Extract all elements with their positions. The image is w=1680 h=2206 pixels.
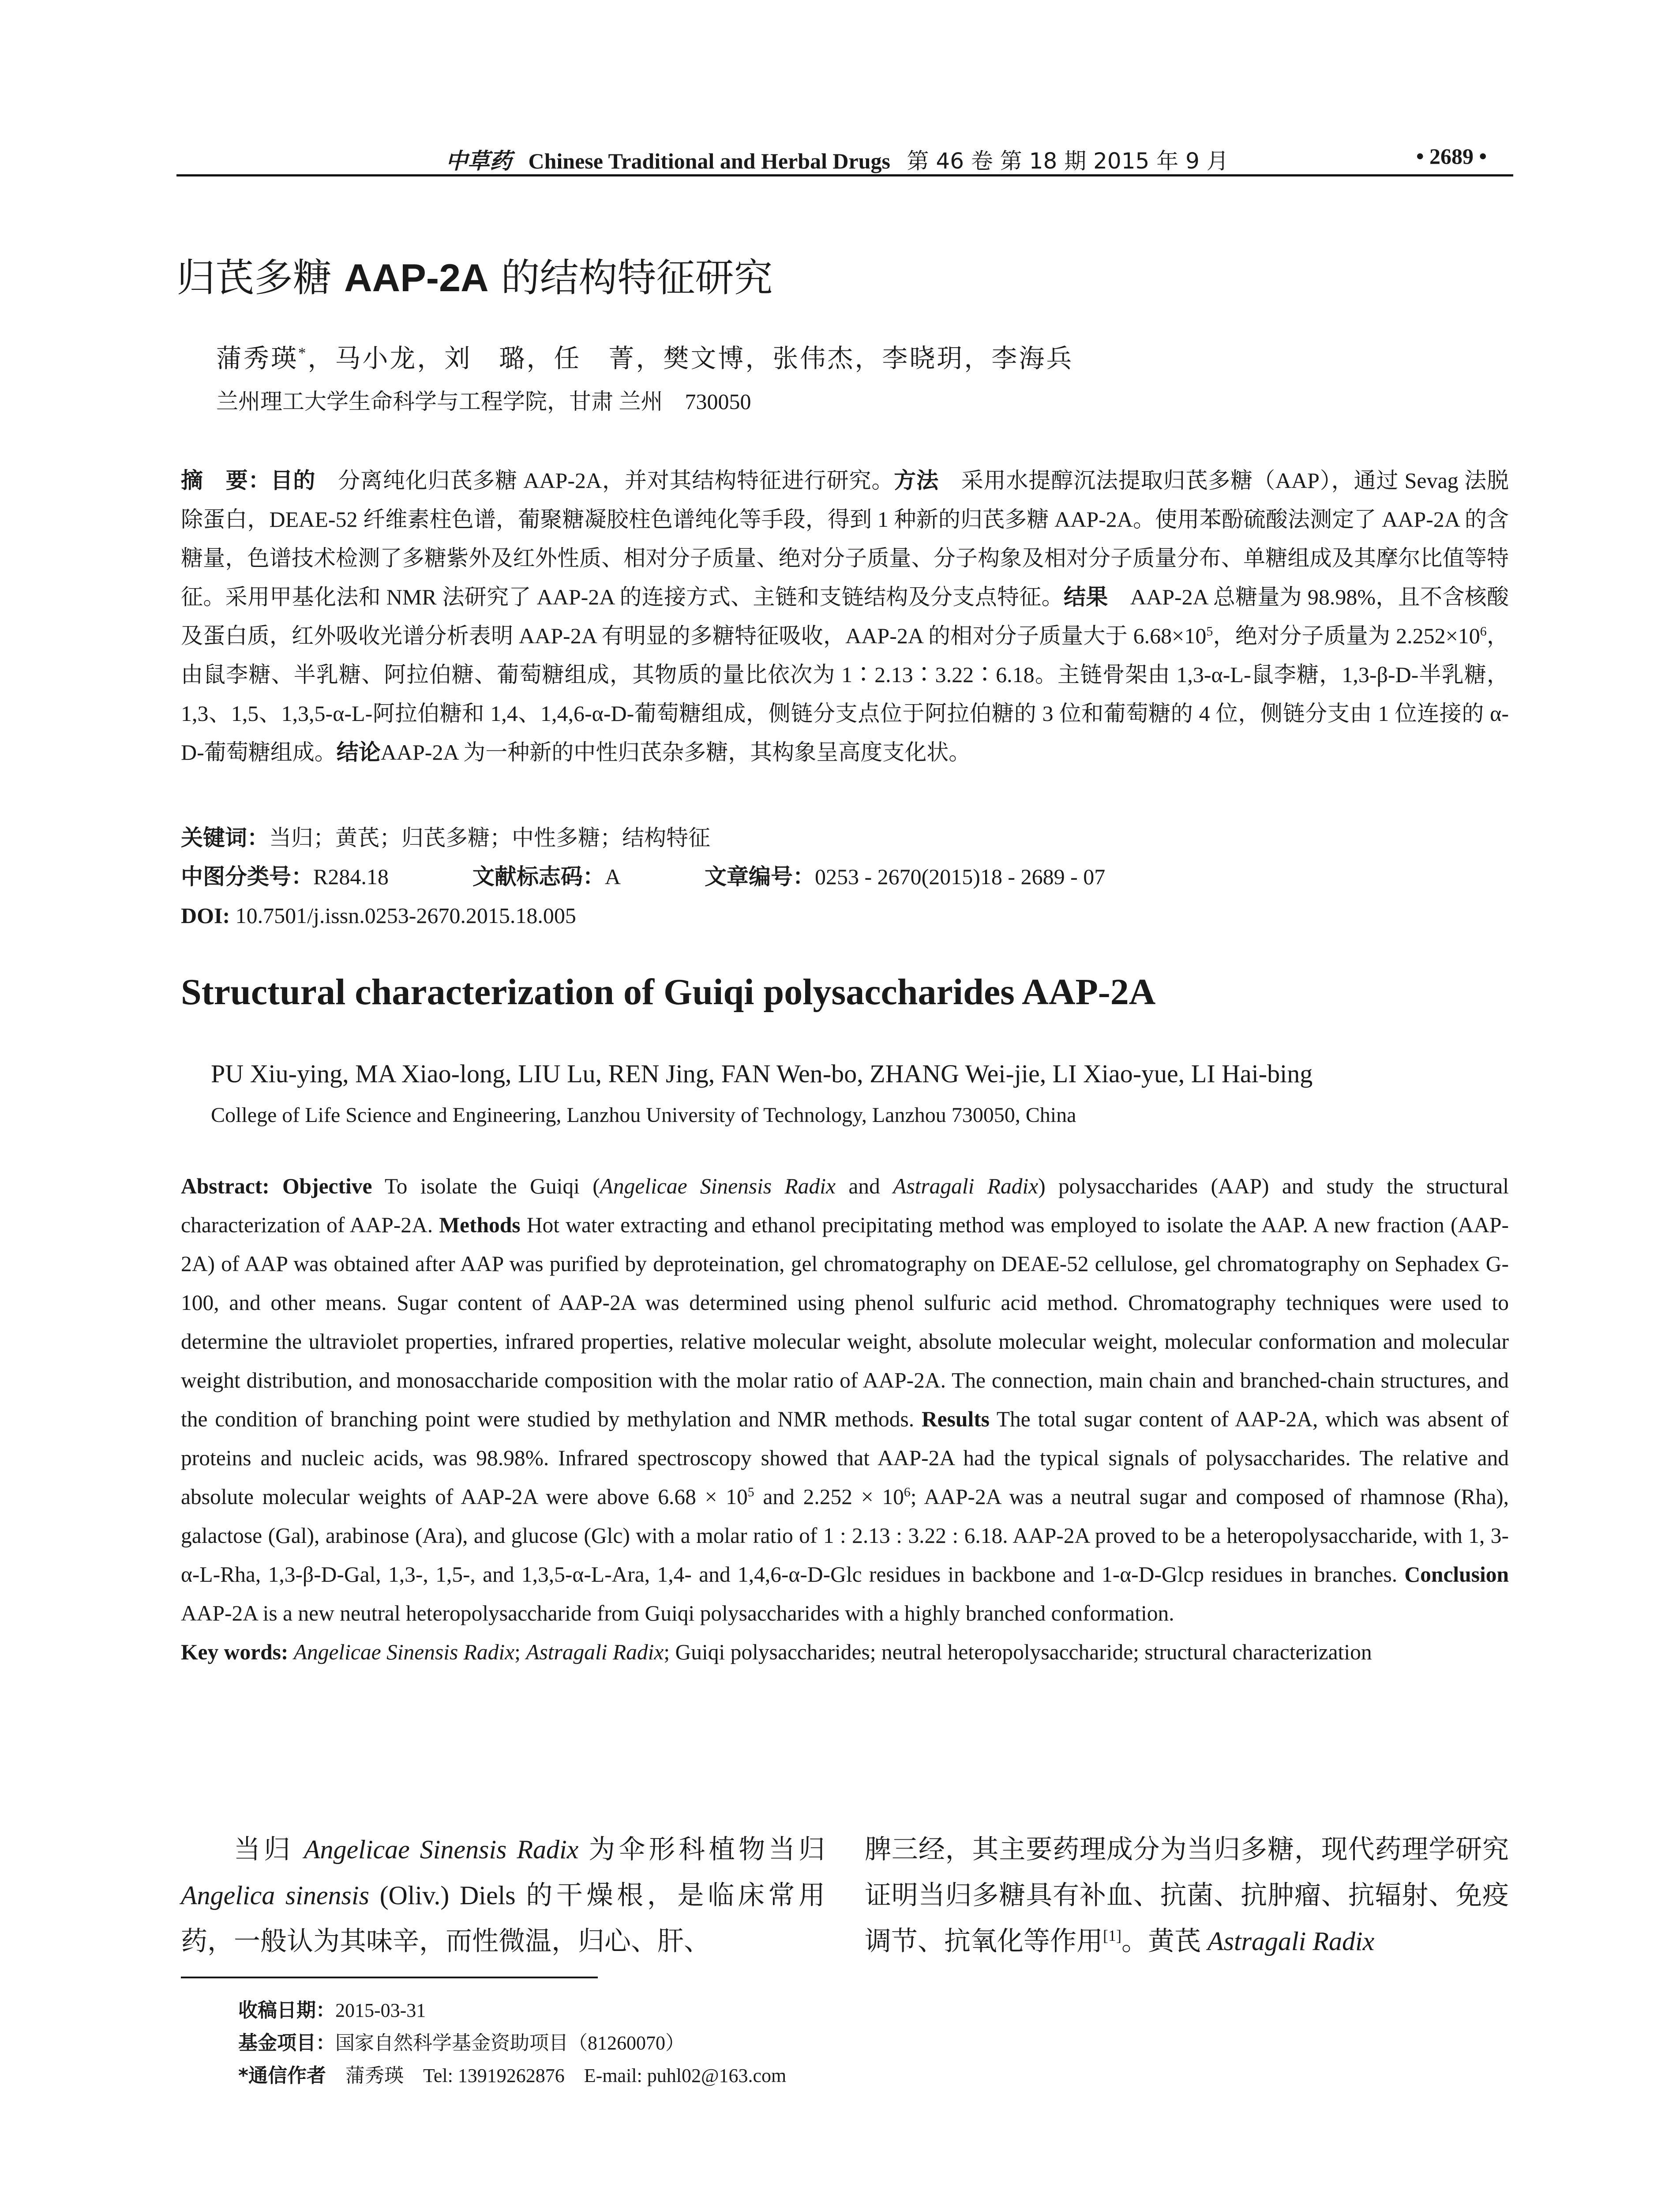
header-rule <box>176 174 1513 176</box>
en-title: Structural characterization of Guiqi polysaccharides AAP-2A <box>181 972 1156 1013</box>
body-left-c: (Oliv.) Diels 的干燥根，是临床常用药，一般认为其味辛，而性微温，归心、肝、 <box>181 1881 825 1956</box>
cn-methods: 采用水提醇沉法提取归芪多糖（AAP），通过 Sevag 法脱除蛋白，DEAE-52 纤维素柱色谱，葡聚糖凝胶柱色谱纯化等手段，得到 1 种新的归芪多糖 AAP-2A。使用苯酚硫酸法测定了 AAP-2A 的含糖量，色谱技术检测了多糖紫外及红外性质、相对分子质量、绝对分子质量、分子构象及相对分子质量分布、单糖组成及其摩尔比值等特征。采用甲基化法和 NMR 法研究了 AAP-2A 的连接方式、主链和支链结构及分支点特征。 <box>181 468 1509 609</box>
body-left-b: 为伞形科植物当归 <box>578 1835 825 1864</box>
doi-label: DOI: <box>181 903 230 928</box>
en-objective-b: and <box>835 1174 893 1198</box>
cn-title-part-c: 的结构特征研究 <box>488 255 773 300</box>
cn-title <box>176 247 773 303</box>
corr-text: 蒲秀瑛 Tel: 13919262876 E-mail: puhl02@163.com <box>326 2065 787 2086</box>
fund-text: 国家自然科学基金资助项目（81260070） <box>335 2032 685 2054</box>
cn-clc: R284.18 <box>313 864 389 889</box>
en-results-sup2: 6 <box>904 1485 911 1500</box>
cn-abstract <box>181 461 1509 772</box>
corr-label: *通信作者 <box>238 2064 326 2087</box>
cn-abstract-label: 摘 要： <box>181 468 271 493</box>
footnotes <box>238 1994 786 2092</box>
doi-value: 10.7501/j.issn.0253-2670.2015.18.005 <box>230 903 576 928</box>
cn-results-sup1: 5 <box>1206 624 1213 639</box>
cn-objective: 分离纯化归芪多糖 AAP-2A，并对其结构特征进行研究。 <box>315 468 894 493</box>
en-results-c: ; AAP-2A was a neutral sugar and composed of rhamnose (Rha), galactose (Gal), arabinose (Ara), and glucose (Glc) with a molar ratio of 1 : 2.13 : 3.22 : 6.18. AAP-2A proved to be a heteropolysaccharide, with 1, 3-α-L-Rha, 1,3-β-D-Gal, 1,3-, 1,5-, and 1,3,5-α-L-Ara, 1,4- and 1,4,6-α-D-Glc residues in backbone and 1-α-D-Glcp residues in branches. <box>181 1485 1509 1587</box>
body-right-a: 脾三经，其主要药理成分为当归多糖，现代药理学研究证明当归多糖具有补血、抗菌、抗肿瘤、抗辐射、免疫调节、抗氧化等作用 <box>865 1835 1509 1956</box>
cn-classification-line <box>181 857 1509 896</box>
cn-keywords-line <box>181 818 1509 857</box>
doi-line <box>181 896 1509 935</box>
body-left-i2: Angelica sinensis <box>181 1881 369 1910</box>
journal-issue: 第 46 卷 第 18 期 2015 年 9 月 <box>907 148 1229 174</box>
cn-authors <box>216 338 1073 375</box>
cn-clc-label: 中图分类号： <box>181 864 313 889</box>
received-date: 2015-03-31 <box>335 2000 426 2021</box>
en-conclusion-label: Conclusion <box>1404 1562 1509 1587</box>
journal-name-en: Chinese Traditional and Herbal Drugs <box>528 149 890 173</box>
cn-methods-label: 方法 <box>894 468 939 493</box>
en-abstract-label: Abstract: Objective <box>181 1174 372 1198</box>
journal-name-cn: 中草药 <box>446 148 512 174</box>
running-header <box>176 143 1513 174</box>
body-left-a: 当归 <box>234 1835 304 1864</box>
en-results-a: The total sugar content of AAP-2A, which was absent of proteins and nucleic acids, was 98.98%. Infrared spectroscopy showed that AAP-2A had the typical signals of polysaccharides. The relative and absolute molecular weights of AAP-2A were above 6.68 × 10 <box>181 1407 1509 1509</box>
en-keywords-line: Key words: Angelicae Sinensis Radix; Astragali Radix; Guiqi polysaccharides; neutral heteropolysaccharide; structural characterization <box>181 1640 1372 1664</box>
cn-conclusion-label: 结论 <box>336 739 381 765</box>
en-results-label: Results <box>921 1407 990 1431</box>
en-methods: Hot water extracting and ethanol precipitating method was employed to isolate the AAP. A new fraction (AAP-2A) of AAP was obtained after AAP was purified by deproteination, gel chromatography on DEAE-52 cellulose, gel chromatography on Sephadex G-100, and other means. Sugar content of AAP-2A was determined using phenol sulfuric acid method. Chromatography techniques were used to determine the ultraviolet properties, infrared properties, relative molecular weight, absolute molecular weight, molecular conformation and molecular weight distribution, and monosaccharide composition with the molar ratio of AAP-2A. The connection, main chain and branched-chain structures, and the condition of branching point were studied by methylation and NMR methods. <box>181 1213 1509 1431</box>
cn-affiliation: 兰州理工大学生命科学与工程学院，甘肃 兰州 730050 <box>216 389 751 414</box>
en-abstract <box>181 1167 1509 1672</box>
body-right-i: Astragali Radix <box>1207 1927 1375 1956</box>
cn-other-authors: ，马小龙，刘 璐，任 菁，樊文博，张伟杰，李晓玥，李海兵 <box>308 344 1074 373</box>
footnote-rule <box>181 1977 598 1978</box>
cn-doccode-label: 文献标志码： <box>472 864 605 889</box>
en-objective-a: To isolate the Guiqi ( <box>372 1174 600 1198</box>
cn-title-part-b: AAP-2A <box>344 256 489 300</box>
en-objective-c: ) polysaccharides (AAP) and study the structural characterization of AAP-2A. <box>181 1174 1509 1237</box>
fund-label: 基金项目： <box>238 2032 335 2054</box>
fund-line <box>238 2027 786 2060</box>
cn-objective-label: 目的 <box>270 468 316 493</box>
body-left-i1: Angelicae Sinensis Radix <box>304 1835 579 1864</box>
body-right-b: 。黄芪 <box>1121 1927 1208 1956</box>
en-authors: PU Xiu-ying, MA Xiao-long, LIU Lu, REN Jing, FAN Wen-bo, ZHANG Wei-jie, LI Xiao-yue, LI Hai-bing <box>211 1059 1313 1088</box>
en-results-sup1: 5 <box>747 1485 754 1500</box>
en-keyword-1: Angelicae Sinensis Radix <box>293 1640 515 1664</box>
corresponding-author-line <box>238 2060 786 2092</box>
en-keywords-rest: ; Guiqi polysaccharides; neutral heteropolysaccharide; structural characterization <box>664 1640 1372 1664</box>
cn-results-b: ，绝对分子质量为 2.252×10 <box>1213 623 1480 648</box>
cn-title-part-a: 归芪多糖 <box>176 255 344 300</box>
cn-conclusion: AAP-2A 为一种新的中性归芪杂多糖，其构象呈高度支化状。 <box>380 740 971 765</box>
received-date-line <box>238 1994 786 2027</box>
en-keyword-2: Astragali Radix <box>526 1640 664 1664</box>
cn-articleno-label: 文章编号： <box>704 864 815 889</box>
body-column-right <box>865 1827 1509 1964</box>
cn-articleno: 0253 - 2670(2015)18 - 2689 - 07 <box>814 864 1106 889</box>
cn-results-sup2: 6 <box>1480 624 1487 639</box>
en-affiliation: College of Life Science and Engineering, Lanzhou University of Technology, Lanzhou 730050, China <box>211 1103 1076 1127</box>
cn-keywords: 当归；黄芪；归芪多糖；中性多糖；结构特征 <box>269 825 710 850</box>
journal-info <box>446 143 1229 175</box>
citation-ref: [1] <box>1103 1927 1121 1944</box>
cn-results-a: AAP-2A 总糖量为 98.98%，且不含核酸及蛋白质，红外吸收光谱分析表明 AAP-2A 有明显的多糖特征吸收，AAP-2A 的相对分子质量大于 6.68×10 <box>181 585 1509 648</box>
received-label: 收稿日期： <box>238 1999 335 2022</box>
cn-meta <box>181 818 1509 935</box>
cn-first-author: 蒲秀瑛 <box>216 344 299 373</box>
cn-keywords-label: 关键词： <box>181 825 269 851</box>
en-conclusion: AAP-2A is a new neutral heteropolysaccharide from Guiqi polysaccharides with a highly branched conformation. <box>181 1601 1174 1625</box>
corresponding-mark: * <box>298 344 308 362</box>
page-number: • 2689 • <box>1416 144 1487 169</box>
en-results-b: and 2.252 × 10 <box>754 1485 904 1509</box>
body-column-left <box>181 1827 825 1964</box>
cn-results-label: 结果 <box>1063 584 1108 610</box>
en-methods-label: Methods <box>439 1213 521 1237</box>
en-objective-i1: Angelicae Sinensis Radix <box>600 1174 836 1198</box>
cn-results-c: ，由鼠李糖、半乳糖、阿拉伯糖、葡萄糖组成，其物质的量比依次为 1∶2.13∶3.22∶6.18。主链骨架由 1,3-α-L-鼠李糖，1,3-β-D-半乳糖，1,3、1,5、1,3,5-α-L-阿拉伯糖和 1,4、1,4,6-α-D-葡萄糖组成，侧链分支点位于阿拉伯糖的 3 位和葡萄糖的 4 位，侧链分支由 1 位连接的 α-D-葡萄糖组成。 <box>181 623 1509 765</box>
en-keywords-label: Key words: <box>181 1640 289 1664</box>
cn-doccode: A <box>604 864 621 889</box>
en-objective-i2: Astragali Radix <box>893 1174 1039 1198</box>
